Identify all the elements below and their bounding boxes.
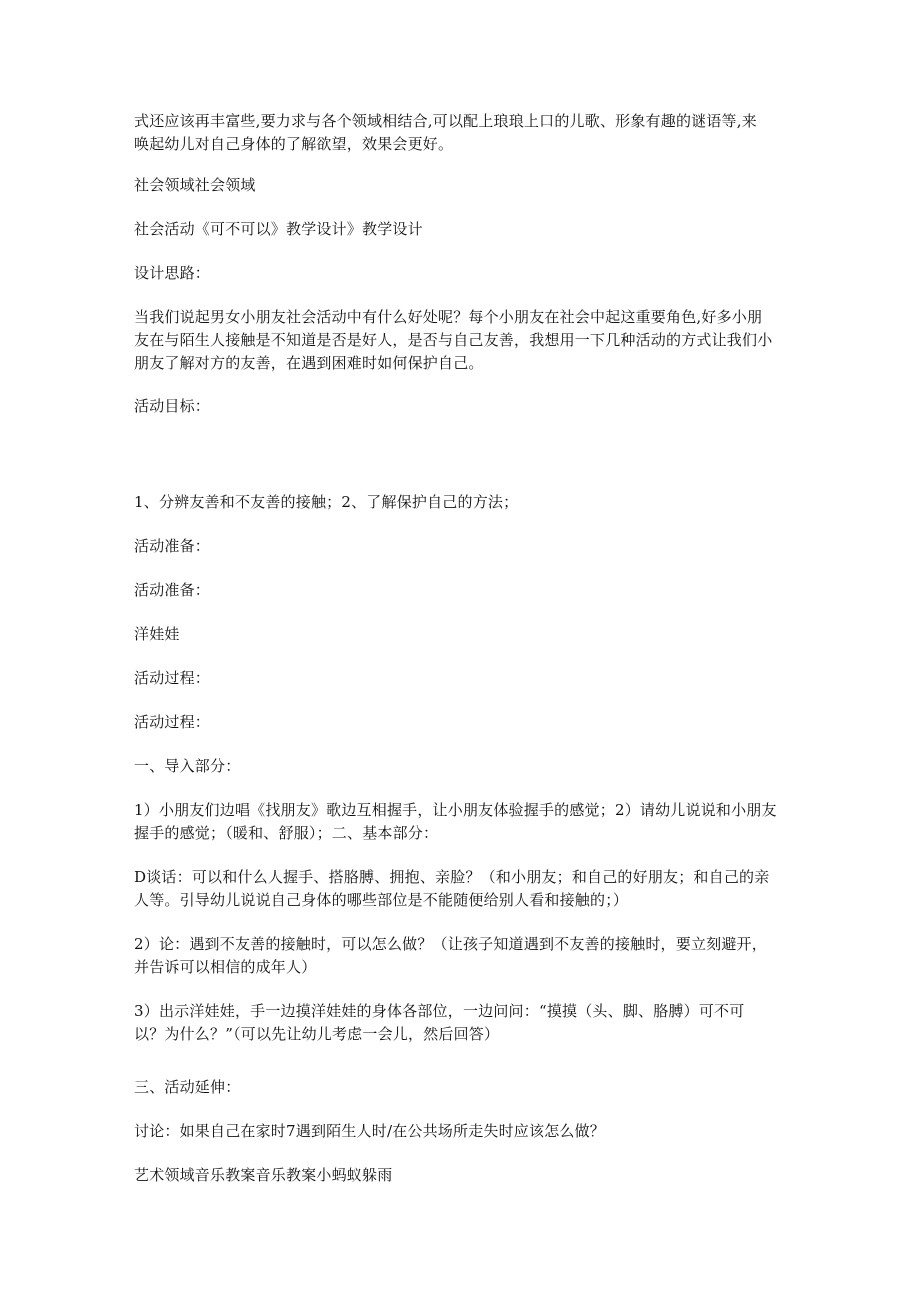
paragraph-step-1 bbox=[134, 799, 794, 845]
text-line: 活动过程： bbox=[134, 669, 211, 687]
text-line: 人等。引导幼儿说说自己身体的哪些部位是不能随便给别人看和接触的；） bbox=[134, 891, 629, 909]
objectives-list bbox=[134, 491, 794, 514]
paragraph-intro-continuation bbox=[134, 110, 794, 156]
text-line: 当我们说起男女小朋友社会活动中有什么好处呢？每个小朋友在社会中起这重要角色,好多小朋 bbox=[134, 308, 763, 326]
text-line: 艺术领域音乐教案音乐教案小蚂蚁躲雨 bbox=[134, 1166, 393, 1184]
section-heading-art bbox=[134, 1164, 794, 1187]
text-line: 社会领域社会领域 bbox=[134, 176, 256, 194]
paragraph-discussion bbox=[134, 933, 794, 979]
text-line: 洋娃娃 bbox=[134, 625, 180, 643]
text-line: D谈话：可以和什么人握手、搭胳膊、拥抱、亲脸？（和小朋友；和自己的好朋友；和自己的亲 bbox=[134, 868, 770, 886]
lesson-title bbox=[134, 218, 794, 241]
text-line: 活动准备： bbox=[134, 537, 211, 555]
paragraph-doll bbox=[134, 1000, 794, 1046]
text-line: 3）出示洋娃娃，手一边摸洋娃娃的身体各部位，一边问问：“摸摸（头、脚、胳膊）可不可 bbox=[134, 1002, 745, 1020]
text-line: 以？为什么？”（可以先让幼儿考虑一会儿，然后回答） bbox=[134, 1025, 500, 1043]
text-line: 活动准备： bbox=[134, 581, 211, 599]
process-label-repeat bbox=[134, 711, 794, 734]
text-line: 并告诉可以相信的成年人） bbox=[134, 958, 317, 976]
paragraph-extension-question bbox=[134, 1120, 794, 1143]
paragraph-design-idea bbox=[134, 306, 794, 375]
preparation-label-repeat bbox=[134, 579, 794, 602]
text-line: 活动目标： bbox=[134, 397, 211, 415]
paragraph-talk bbox=[134, 866, 794, 912]
preparation-item bbox=[134, 623, 794, 646]
section-extension-heading bbox=[134, 1076, 794, 1099]
text-line: 握手的感觉；（暖和、舒服）；二、基本部分： bbox=[134, 824, 439, 842]
text-line: 唤起幼儿对自己身体的了解欲望，效果会更好。 bbox=[134, 135, 454, 153]
text-line: 活动过程： bbox=[134, 713, 211, 731]
preparation-label bbox=[134, 535, 794, 558]
text-line: 式还应该再丰富些,要力求与各个领域相结合,可以配上琅琅上口的儿歌、形象有趣的谜语等,来 bbox=[134, 112, 757, 130]
text-line: 讨论：如果自己在家时7遇到陌生人时/在公共场所走失时应该怎么做？ bbox=[134, 1122, 606, 1140]
objectives-label bbox=[134, 395, 794, 418]
text-line: 三、活动延伸： bbox=[134, 1078, 241, 1096]
section-intro-heading bbox=[134, 755, 794, 778]
text-line: 2）论：遇到不友善的接触时，可以怎么做？（让孩子知道遇到不友善的接触时，要立刻避开， bbox=[134, 935, 767, 953]
text-line: 社会活动《可不可以》教学设计》教学设计 bbox=[134, 220, 423, 238]
process-label bbox=[134, 667, 794, 690]
text-line: 设计思路： bbox=[134, 264, 211, 282]
text-line: 朋友了解对方的友善，在遇到困难时如何保护自己。 bbox=[134, 354, 484, 372]
text-line: 1）小朋友们边唱《找朋友》歌边互相握手，让小朋友体验握手的感觉；2）请幼儿说说和小朋友 bbox=[134, 801, 777, 819]
text-line: 友在与陌生人接触是不知道是否是好人，是否与自己友善，我想用一下几种活动的方式让我们小 bbox=[134, 331, 773, 349]
section-heading-social bbox=[134, 174, 794, 197]
design-idea-label bbox=[134, 262, 794, 285]
text-line: 1、分辨友善和不友善的接触；2、了解保护自己的方法； bbox=[134, 493, 519, 511]
text-line: 一、导入部分： bbox=[134, 757, 241, 775]
